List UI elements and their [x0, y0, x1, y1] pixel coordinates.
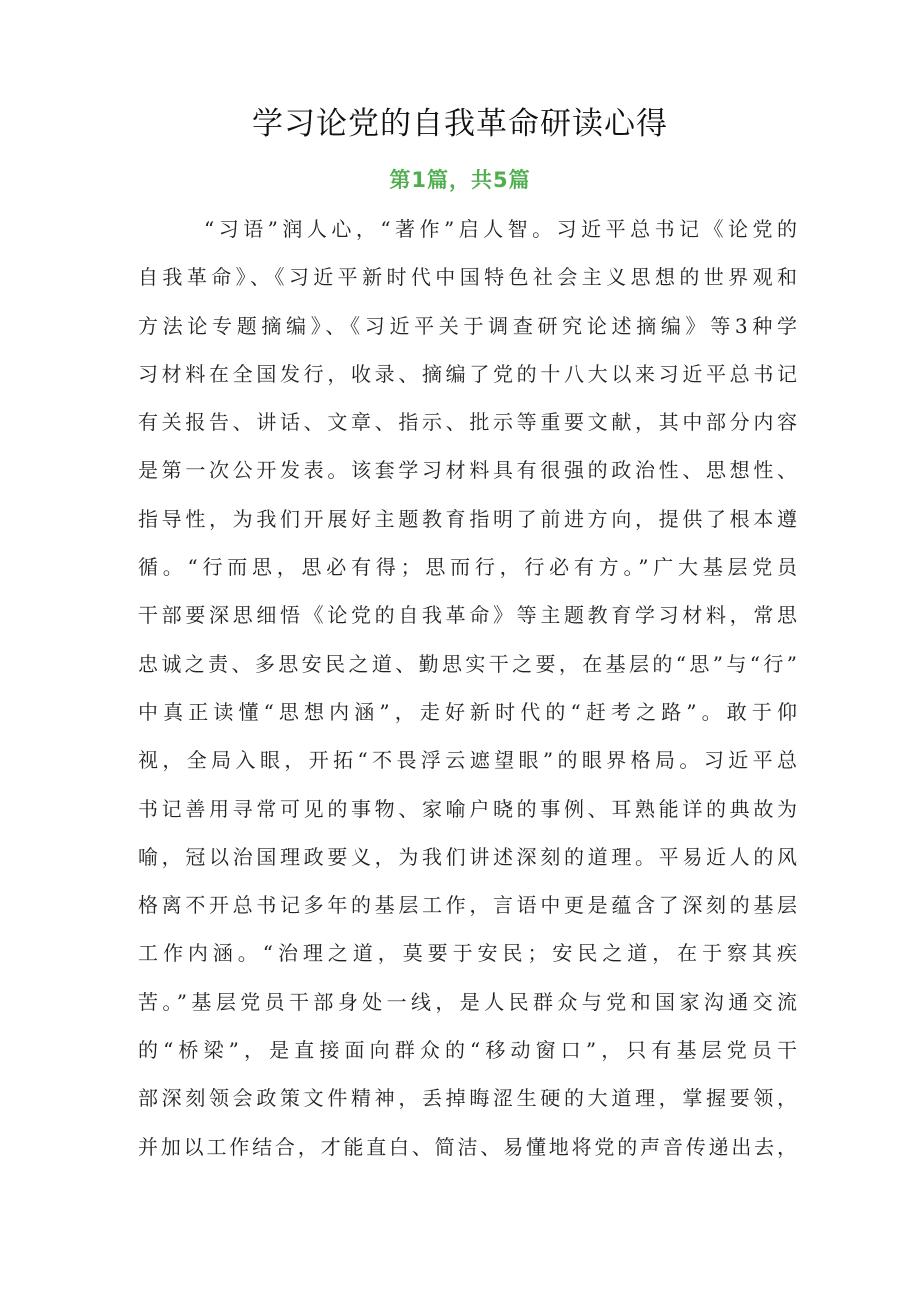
body-line: 忠诚之责、多思安民之道、勤思实干之要，在基层的“思”与“行” — [138, 651, 798, 676]
body-line: 并加以工作结合，才能直白、简洁、易懂地将党的声音传递出去， — [138, 1134, 798, 1159]
body-line: 习材料在全国发行，收录、摘编了党的十八大以来习近平总书记 — [138, 361, 798, 386]
body-line: 中真正读懂“思想内涵”，走好新时代的“赶考之路”。敢于仰 — [138, 699, 798, 724]
body-line: 方法论专题摘编》、《习近平关于调查研究论述摘编》等3种学 — [138, 313, 798, 338]
body-line: 书记善用寻常可见的事物、家喻户晓的事例、耳熟能详的典故为 — [138, 796, 798, 821]
body-line: “习语”润人心，“著作”启人智。习近平总书记《论党的 — [204, 217, 798, 241]
body-line: 苦。”基层党员干部身处一线，是人民群众与党和国家沟通交流 — [138, 989, 798, 1014]
body-line: 指导性，为我们开展好主题教育指明了前进方向，提供了根本遵 — [138, 506, 798, 531]
body-line: 有关报告、讲话、文章、指示、批示等重要文献，其中部分内容 — [138, 410, 798, 435]
body-line: 循。“行而思，思必有得；思而行，行必有方。”广大基层党员 — [138, 555, 798, 580]
body-line: 喻，冠以治国理政要义，为我们讲述深刻的道理。平易近人的风 — [138, 844, 798, 869]
body-line: 工作内涵。“治理之道，莫要于安民；安民之道，在于察其疾 — [138, 941, 798, 966]
document-subtitle: 第1篇，共5篇 — [389, 168, 531, 192]
body-line: 是第一次公开发表。该套学习材料具有很强的政治性、思想性、 — [138, 458, 798, 483]
body-line: 的“桥梁”，是直接面向群众的“移动窗口”，只有基层党员干 — [138, 1038, 798, 1063]
document-body — [138, 205, 798, 1171]
body-line: 视，全局入眼，开拓“不畏浮云遮望眼”的眼界格局。习近平总 — [138, 748, 798, 773]
document-title: 学习论党的自我革命研读心得 — [252, 106, 668, 142]
body-line: 格离不开总书记多年的基层工作，言语中更是蕴含了深刻的基层 — [138, 893, 798, 918]
body-line: 自我革命》、《习近平新时代中国特色社会主义思想的世界观和 — [138, 265, 798, 290]
body-line: 部深刻领会政策文件精神，丢掉晦涩生硬的大道理，掌握要领， — [138, 1086, 798, 1111]
body-line: 干部要深思细悟《论党的自我革命》等主题教育学习材料，常思 — [138, 603, 798, 628]
